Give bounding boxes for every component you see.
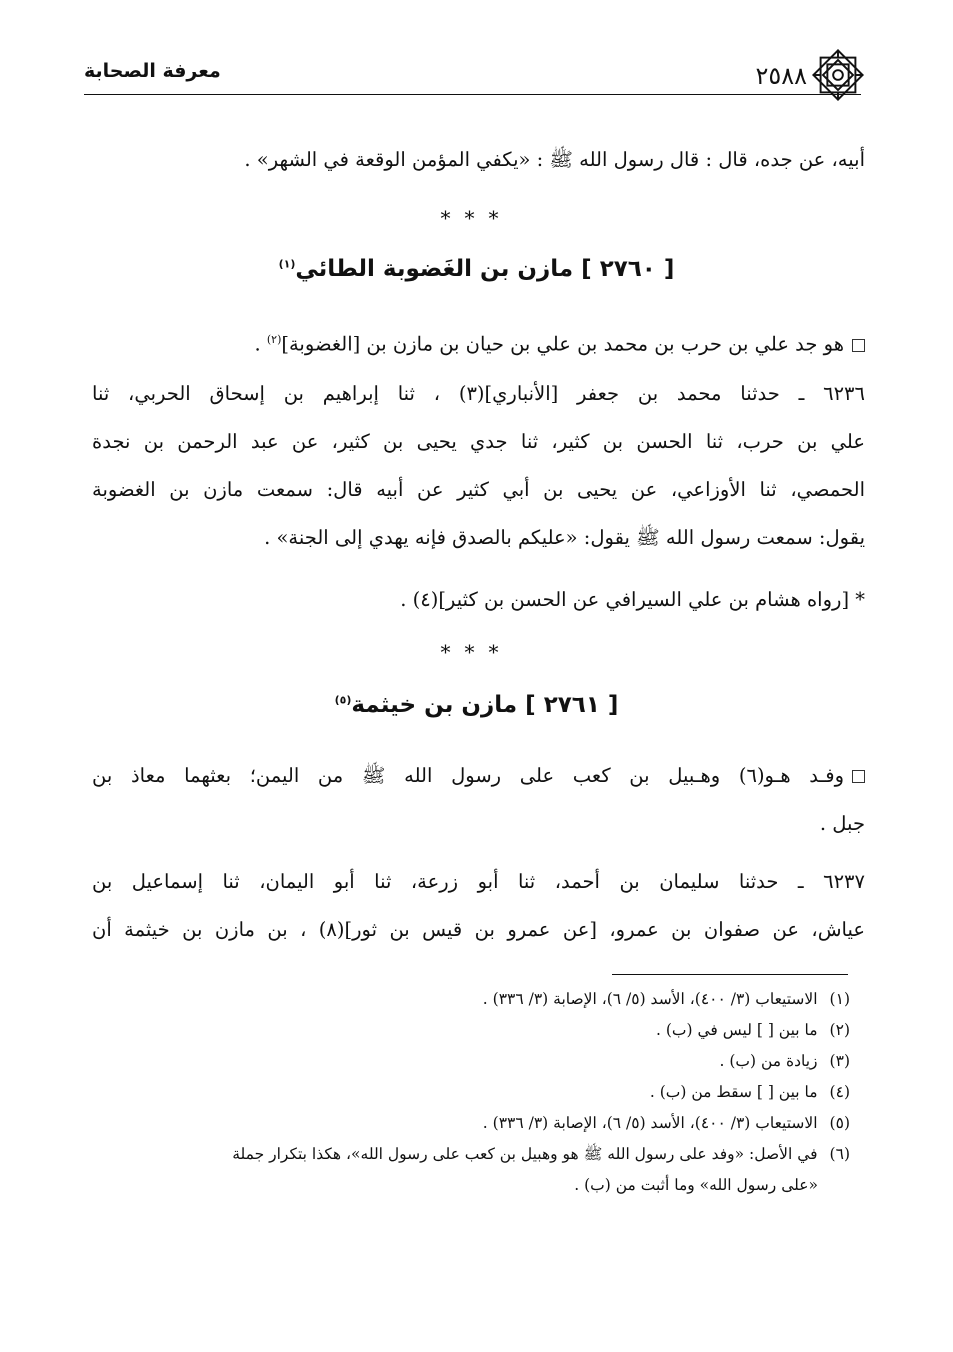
footnote-number: (٣) — [829, 1052, 850, 1070]
footnote-number: (٤) — [829, 1083, 850, 1101]
section-divider: *** — [440, 640, 513, 664]
ornament-icon — [809, 46, 867, 104]
footnote-number: (١) — [829, 990, 850, 1008]
footnote-text: الاستيعاب (٣/ ٤٠٠)، الأسد (٥/ ٦)، الإصابة (٣/ ٣٣٦) . — [482, 1114, 818, 1132]
footnote — [84, 1046, 850, 1077]
footnote-number: (٦) — [829, 1145, 850, 1163]
footnote — [84, 984, 850, 1015]
section-divider: *** — [440, 206, 513, 230]
text-line: جبل . — [819, 812, 865, 835]
checkbox-square-icon — [852, 339, 865, 352]
text-line: وفـد هـو(٦) وهـبيل بن كعب على رسول الله ﷺ من اليمن؛ بعثهما معاذ بن — [92, 764, 844, 787]
page-header — [84, 56, 867, 102]
page-number: ٢٥٨٨ — [755, 62, 807, 90]
footnote-continuation: «على رسول الله» وما أثبت من (ب) . — [574, 1176, 818, 1194]
text-line: أبيه، عن جده، قال : قال رسول الله ﷺ : «يكفي المؤمن الوقعة في الشهر» . — [244, 148, 865, 171]
narration-note — [92, 576, 865, 624]
hadith-block — [92, 858, 865, 954]
entry-intro — [92, 752, 865, 848]
hadith-block — [92, 370, 865, 562]
footnote-text: ما بين [ ] سقط من (ب) . — [649, 1083, 818, 1101]
entry-intro: هو جد علي بن حرب بن محمد بن علي بن حيان بن مازن بن [الغضوبة]$^{(٢)}$ . — [92, 316, 865, 369]
footnote — [84, 1015, 850, 1046]
footnote-text: زيادة من (ب) . — [719, 1052, 818, 1070]
footnotes — [84, 984, 850, 1201]
footnote-number: (٥) — [829, 1114, 850, 1132]
footnote — [84, 1139, 850, 1170]
entry-heading — [0, 256, 953, 282]
footnote-mark: (٢) — [266, 333, 282, 346]
text-line: يقول: سمعت رسول الله ﷺ يقول: «عليكم بالصدق فإنه يهدي إلى الجنة» . — [264, 526, 865, 549]
text-line: * [رواه هشام بن علي السيرافي عن الحسن بن كثير](٤) . — [400, 588, 865, 611]
header-rule — [84, 94, 861, 95]
footnote-number: (٢) — [829, 1021, 850, 1039]
checkbox-square-icon — [852, 770, 865, 783]
text-line: ٦٢٣٦ ـ حدثنا محمد بن جعفر [الأنباري](٣) ، ثنا إبراهيم بن إسحاق الحربي، ثنا — [92, 382, 865, 405]
footnote — [84, 1077, 850, 1108]
entry-title: [ ٢٧٦١ ] مازن بن خيثمة — [351, 692, 619, 718]
footnote-mark: (٥) — [334, 693, 352, 707]
running-title: معرفة الصحابة — [84, 60, 221, 82]
entry-heading — [0, 692, 953, 718]
footnote-text: في الأصل: «وفد على رسول الله ﷺ هو وهبيل بن كعب على رسول الله»، هكذا بتكرار جملة — [232, 1145, 818, 1163]
footnote-text: الاستيعاب (٣/ ٤٠٠)، الأسد (٥/ ٦)، الإصابة (٣/ ٣٣٦) . — [482, 990, 818, 1008]
footnote — [84, 1108, 850, 1139]
text-line: عياش، عن صفوان بن عمرو، [عن عمرو بن قيس بن ثور](٨) ، بن مازن بن خيثمة أن — [92, 918, 865, 941]
entry-title: [ ٢٧٦٠ ] مازن بن الغَضوبة الطائي — [295, 256, 675, 282]
text-line: علي بن حرب، ثنا الحسن بن كثير، ثنا جدي يحيى بن كثير، عن عبد الرحمن بن نجدة — [92, 430, 865, 453]
text-line: ٦٢٣٧ ـ حدثنا سليمان بن أحمد، ثنا أبو زرعة، ثنا أبو اليمان، ثنا إسماعيل بن — [92, 870, 865, 893]
footnote-mark: (١) — [278, 257, 296, 271]
footnote-rule — [612, 974, 848, 975]
paragraph-continuation — [92, 136, 865, 184]
intro-text: هو جد علي بن حرب بن محمد بن علي بن حيان بن مازن بن [الغضوبة] — [281, 332, 844, 356]
text-line: الحمصي، ثنا الأوزاعي، عن يحيى بن أبي كثير عن أبيه قال: سمعت مازن بن الغضوبة — [92, 478, 865, 501]
footnote-text: ما بين [ ] ليس في (ب) . — [656, 1021, 818, 1039]
